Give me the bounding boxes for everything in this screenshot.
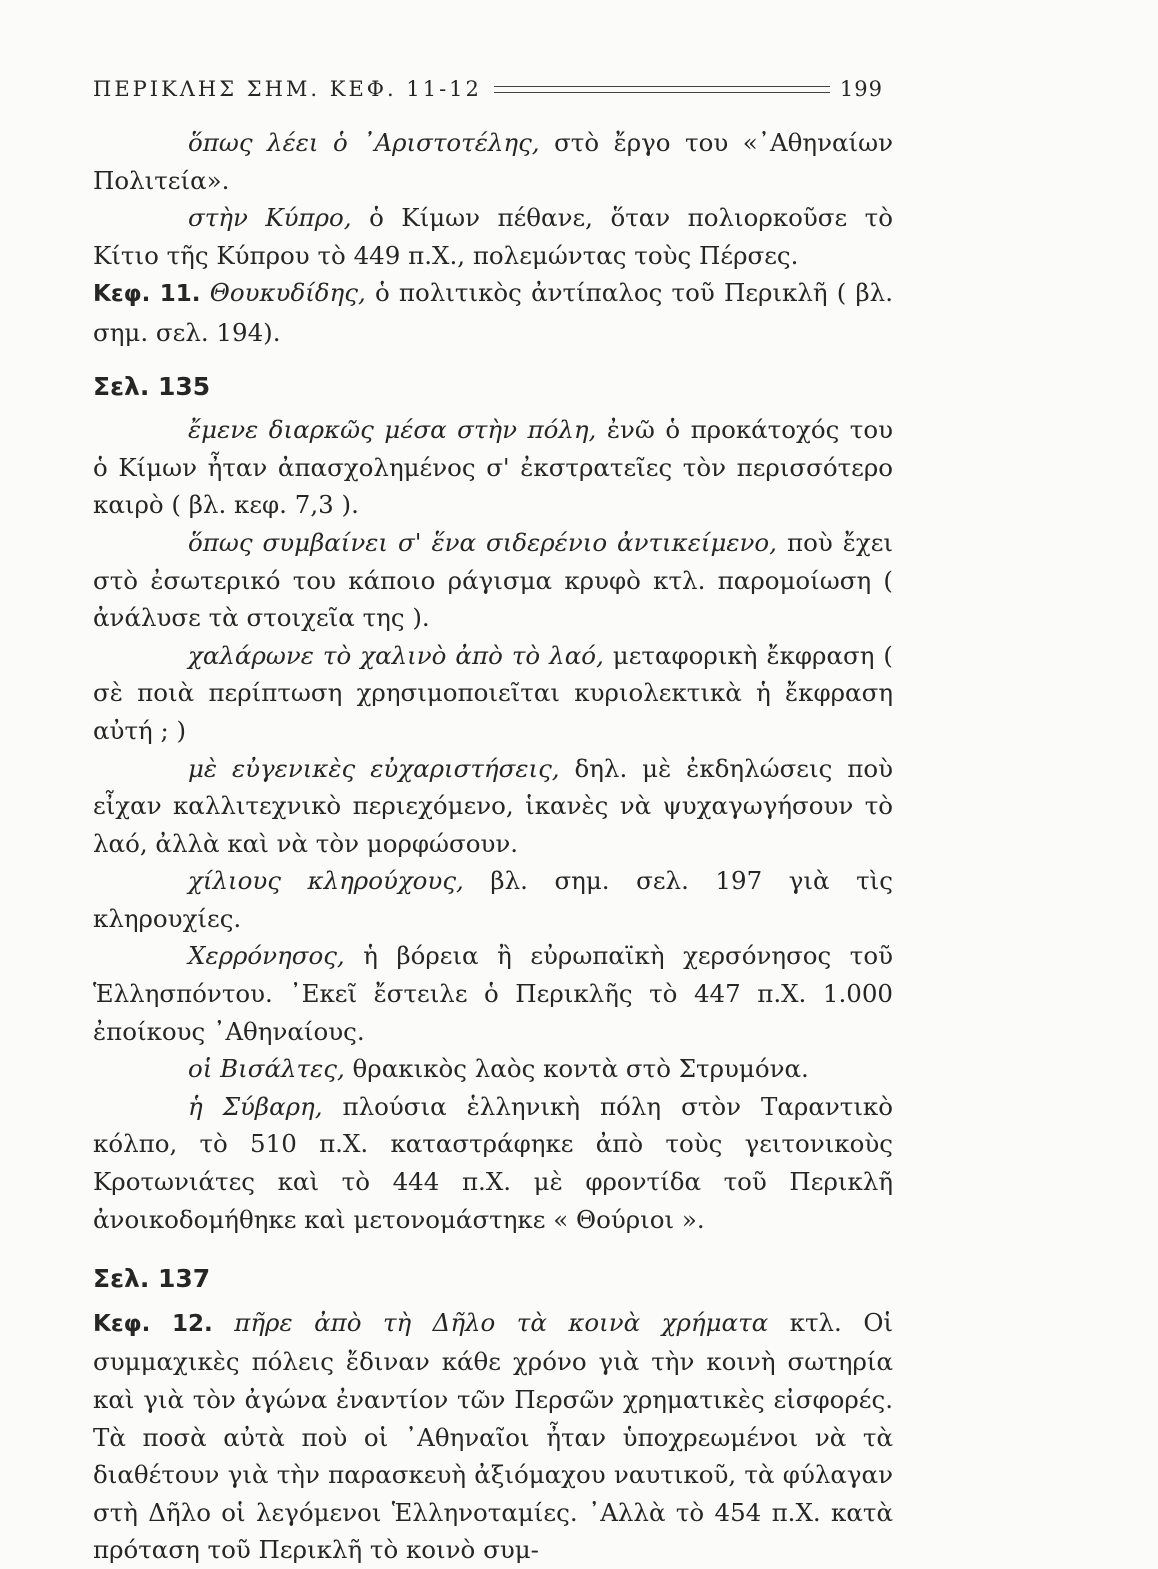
lemma: πῆρε ἀπὸ τὴ Δῆλο τὰ κοινὰ χρήματα [234,1307,769,1337]
note-bisaltae: οἱ Βισάλτες, θρακικὸς λαὸς κοντὰ στὸ Στρυμόνα. [188,1054,809,1084]
lemma: Θουκυδίδης, [209,278,366,308]
lemma: στὴν Κύπρο, [188,203,352,233]
note-ch11: Κεφ. 11. Θουκυδίδης, ὁ πολιτικὸς ἀντίπαλος τοῦ Περικλῆ ( βλ. σημ. σελ. 194). [93,278,894,347]
chapter-label: Κεφ. 11. [93,281,201,308]
note-chersonese: Χερρόνησος, ἡ βόρεια ἢ εὐρωπαϊκὴ χερσόνησος τοῦ Ἑλλησπόντου. ᾿Εκεῖ ἔστειλε ὁ Περικλῆς τὸ 447 π.Χ. 1.000 ἐποίκους ᾿Αθηναίους. [93,941,893,1046]
notes-body [93,124,893,1569]
lemma: ἡ Σύβαρη, [188,1091,323,1121]
lemma: χίλιους κληρούχους, [188,866,464,896]
lemma: ὅπως λέει ὁ ᾿Αριστοτέλης, [188,128,540,157]
lemma: Χερρόνησος, [188,941,345,971]
note-bridle: χαλάρωνε τὸ χαλινὸ ἀπὸ τὸ λαό, μεταφορικὴ ἔκφραση ( σὲ ποιὰ περίπτωση χρησιμοποιεῖται κυριολεκτικὰ ἡ ἔκφραση αὐτή ; ) [93,640,893,745]
page-number: 199 [839,77,883,101]
section-heading-135: Σελ. 135 [93,371,211,401]
note-iron: ὅπως συμβαίνει σ' ἕνα σιδερένιο ἀντικείμενο, ποὺ ἔχει στὸ ἐσωτερικό του κάποιο ράγισμα κρυφὸ κτλ. παρομοίωση ( ἀνάλυσε τὰ στοιχεῖα της ). [93,527,893,633]
running-title: ΠΕΡΙΚΛΗΣ ΣΗΜ. ΚΕΦ. 11-12 [93,77,482,101]
note-cleruchs: χίλιους κληρούχους, βλ. σημ. σελ. 197 γιὰ τὶς κληρουχίες. [93,866,893,933]
note-thanks: μὲ εὐγενικὲς εὐχαριστήσεις, δηλ. μὲ ἐκδηλώσεις ποὺ εἶχαν καλλιτεχνικὸ περιεχόμενο, ἱκανὲς νὰ ψυχαγωγήσουν τὸ λαό, ἀλλὰ καὶ νὰ τὸν μορφώσουν. [93,753,893,858]
lemma: ὅπως συμβαίνει σ' ἕνα σιδερένιο ἀντικείμενο, [188,527,777,557]
lemma: ἔμενε διαρκῶς μέσα στὴν πόλη, [188,415,597,445]
header-rule [494,86,830,93]
lemma: χαλάρωνε τὸ χαλινὸ ἀπὸ τὸ λαό, [188,640,604,670]
note-cyprus: στὴν Κύπρο, ὁ Κίμων πέθανε, ὅταν πολιορκοῦσε τὸ Κίτιο τῆς Κύπρου τὸ 449 π.Χ., πολεμώντας τοὺς Πέρσες. [93,203,893,270]
section-heading-137: Σελ. 137 [93,1264,211,1294]
note-aristotle: ὅπως λέει ὁ ᾿Αριστοτέλης, στὸ ἔργο του «᾿Αθηναίων Πολιτεία». [93,128,893,195]
running-header [93,74,883,104]
lemma: οἱ Βισάλτες, [188,1054,345,1084]
note-city: ἔμενε διαρκῶς μέσα στὴν πόλη, ἐνῶ ὁ προκάτοχός του ὁ Κίμων ἦταν ἀπασχολημένος σ' ἐκστρατεῖες τὸν περισσότερο καιρὸ ( βλ. κεφ. 7,3 ). [93,415,893,520]
note-sybaris: ἡ Σύβαρη, πλούσια ἑλληνικὴ πόλη στὸν Ταραντικὸ κόλπο, τὸ 510 π.Χ. καταστράφηκε ἀπὸ τοὺς γειτονικοὺς Κροτωνιάτες καὶ τὸ 444 π.Χ. μὲ φροντίδα τοῦ Περικλῆ ἀνοικοδομήθηκε καὶ μετονομάστηκε « Θούριοι ». [93,1091,893,1234]
lemma: μὲ εὐγενικὲς εὐχαριστήσεις, [188,753,560,783]
chapter-label: Κεφ. 12. [93,1310,213,1337]
note-ch12: Κεφ. 12. πῆρε ἀπὸ τὴ Δῆλο τὰ κοινὰ χρήματα κτλ. Οἱ συμμαχικὲς πόλεις ἔδιναν κάθε χρόνο γιὰ τὴν κοινὴ σωτηρία καὶ γιὰ τὸν ἀγώνα ἐναντίον τῶν Περσῶν χρηματικὲς εἰσφορές. Τὰ ποσὰ αὐτὰ ποὺ οἱ ᾿Αθηναῖοι ἦταν ὑποχρεωμένοι νὰ τὰ διαθέτουν γιὰ τὴν παρασκευὴ ἀξιόμαχου ναυτικοῦ, τὰ φύλαγαν στὴ Δῆλο οἱ λεγόμενοι Ἑλληνοταμίες. ᾿Αλλὰ τὸ 454 π.Χ. κατὰ πρόταση τοῦ Περικλῆ τὸ κοινὸ συμ- [93,1307,894,1565]
